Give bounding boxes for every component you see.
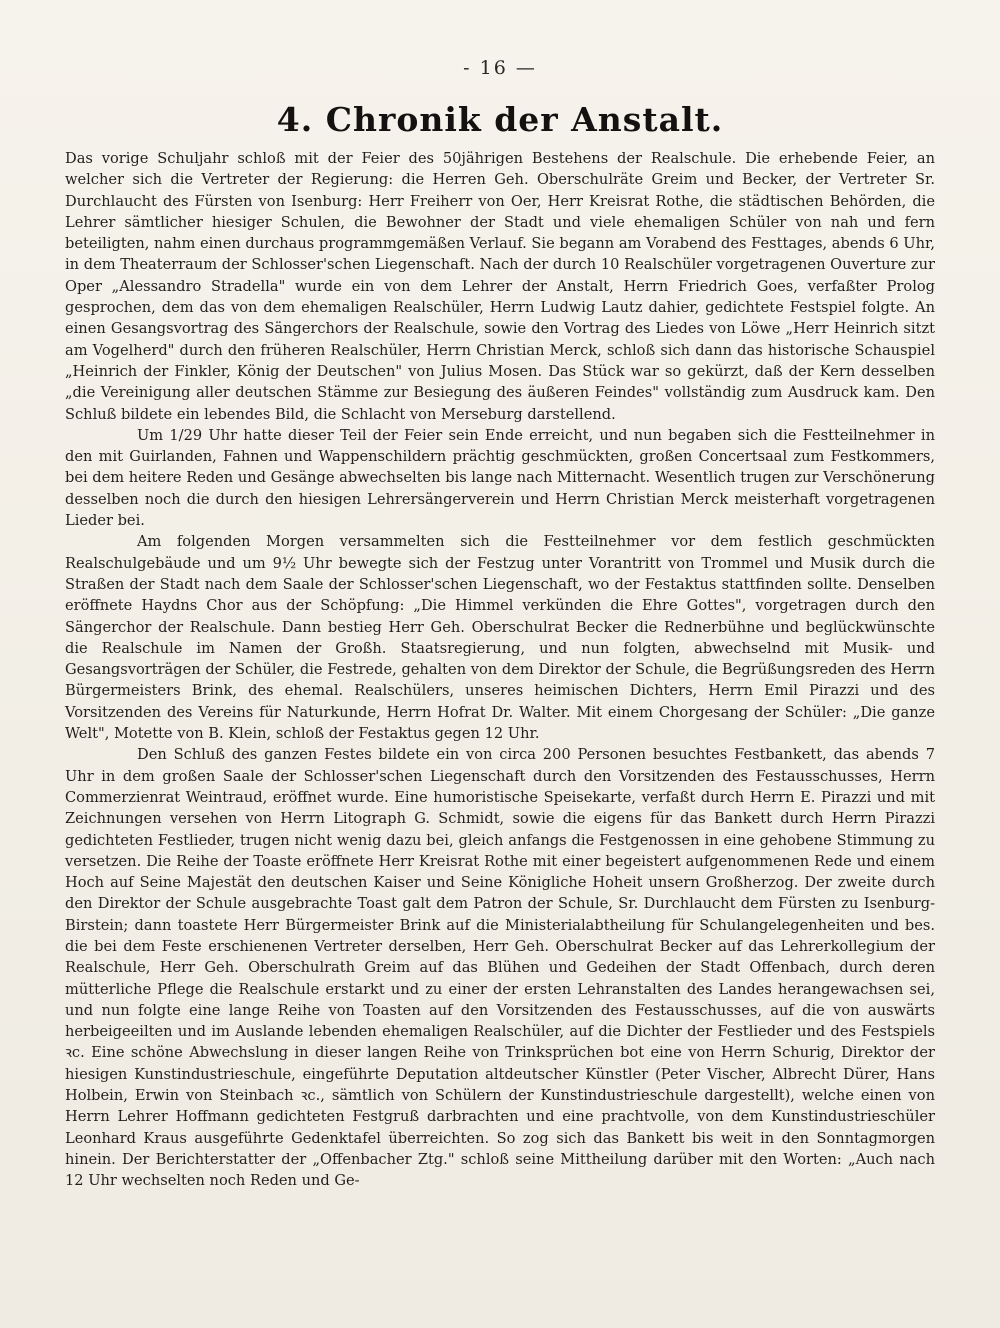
paragraph-festival-opening: Das vorige Schuljahr schloß mit der Feier des 50jährigen Bestehens der Realschule. Die erhebende Feier, an welcher sich die Vertreter der Regierung: die Herren Geh. Oberschulräte Greim und Becker, der Vertreter Sr. Durchlaucht des Fürsten von Isenburg: Herr Freiherr von Oer, Herr Kreisrat Rothe, die städtischen Behörden, die Lehrer sämtlicher hiesiger Schulen, die Bewohner der Stadt und viele ehemaligen Schüler von nah und fern beteiligten, nahm einen durchaus programmgemäßen Verlauf. Sie begann am Vorabend des Festtages, abends 6 Uhr, in dem Theaterraum der Schlosser'schen Liegenschaft. Nach der durch 10 Realschüler vorgetragenen Ouverture zur Oper „Alessandro Stradella" wurde ein von dem Lehrer der Anstalt, Herrn Friedrich Goes, verfaßter Prolog gesprochen, dem das von dem ehemaligen Realschüler, Herrn Ludwig Lautz dahier, gedichtete Festspiel folgte. An einen Gesangsvortrag des Sängerchors der Realschule, sowie den Vortrag des Liedes von Löwe „Herr Heinrich sitzt am Vogelherd" durch den früheren Realschüler, Herrn Christian Merck, schloß sich dann das historische Schauspiel „Heinrich der Finkler, König der Deutschen" von Julius Mosen. Das Stück war so gekürzt, daß der Kern desselben „die Vereinigung aller deutschen Stämme zur Besiegung des äußeren Feindes" vollständig zum Ausdruck kam. Den Schluß bildete ein lebendes Bild, die Schlacht von Merseburg darstellend. — [65, 150, 935, 423]
paragraph-festkommers: Um 1/29 Uhr hatte dieser Teil der Feier sein Ende erreicht, und nun begaben sich die Festteilnehmer in den mit Guirlanden, Fahnen und Wappenschildern prächtig geschmückten, großen Concertsaal zum Festkommers, bei dem heitere Reden und Gesänge abwechselten bis lange nach Mitternacht. Wesentlich trugen zur Verschönerung desselben noch die durch den hiesigen Lehrersängerverein und Herrn Christian Merck meisterhaft vorgetragenen Lieder bei. — [65, 426, 935, 530]
paragraph-festbankett: Den Schluß des ganzen Festes bildete ein von circa 200 Personen besuchtes Festbankett, das abends 7 Uhr in dem großen Saale der Schlosser'schen Liegenschaft durch den Vorsitzenden des Festausschusses, Herrn Commerzienrat Weintraud, eröffnet wurde. Eine humoristische Speisekarte, verfaßt durch Herrn E. Pirazzi und mit Zeichnungen versehen von Herrn Litograph G. Schmidt, sowie die eigens für das Bankett durch Herrn Pirazzi gedichteten Festlieder, trugen nicht wenig dazu bei, gleich anfangs die Festgenossen in eine gehobene Stimmung zu versetzen. Die Reihe der Toaste eröffnete Herr Kreisrat Rothe mit einer begeistert aufgenommenen Rede und einem Hoch auf Seine Majestät den deutschen Kaiser und Seine Königliche Hoheit unsern Großherzog. Der zweite durch den Direktor der Schule ausgebrachte Toast galt dem Patron der Schule, Sr. Durchlaucht dem Fürsten zu Isenburg-Birstein; dann toastete Herr Bürgermeister Brink auf die Ministerialabtheilung für Schulangelegenheiten und bes. die bei dem Feste erschienenen Vertreter derselben, Herr Geh. Oberschulrat Becker auf das Lehrerkollegium der Realschule, Herr Geh. Oberschulrath Greim auf das Blühen und Gedeihen der Stadt Offenbach, durch deren mütterliche Pflege die Realschule erstarkt und zu einer der ersten Lehranstalten des Landes herangewachsen sei, und nun folgte eine lange Reihe von Toasten auf den Vorsitzenden des Festausschusses, auf die von auswärts herbeigeeilten und im Auslande lebenden ehemaligen Realschüler, auf die Dichter der Festlieder und des Festspiels ꝛc. Eine schöne Abwechslung in dieser langen Reihe von Trinksprüchen bot eine von Herrn Schurig, Direktor der hiesigen Kunstindustrieschule, eingeführte Deputation altdeutscher Künstler (Peter Vischer, Albrecht Dürer, Hans Holbein, Erwin von Steinbach ꝛc., sämtlich von Schülern der Kunstindustrieschule dargestellt), welche einen von Herrn Lehrer Hoffmann gedichteten Festgruß darbrachten und eine prachtvolle, von dem Kunstindustrieschüler Leonhard Kraus ausgeführte Gedenktafel überreichten. So zog sich das Bankett bis weit in den Sonntagmorgen hinein. Der Berichterstatter der „Offenbacher Ztg." schloß seine Mittheilung darüber mit den Worten: „Auch nach 12 Uhr wechselten noch Reden und Ge- — [65, 746, 935, 1190]
paragraph-festaktus: Am folgenden Morgen versammelten sich die Festteilnehmer vor dem festlich geschmückten Realschulgebäude und um 9½ Uhr bewegte sich der Festzug unter Vorantritt von Trommel und Musik durch die Straßen der Stadt nach dem Saale der Schlosser'schen Liegenschaft, wo der Festaktus stattfinden sollte. Denselben eröffnete Haydns Chor aus der Schöpfung: „Die Himmel verkünden die Ehre Gottes", vorgetragen durch den Sängerchor der Realschule. Dann bestieg Herr Geh. Oberschulrat Becker die Rednerbühne und beglückwünschte die Realschule im Namen der Großh. Staatsregierung, und nun folgten, abwechselnd mit Musik- und Gesangsvorträgen der Schüler, die Festrede, gehalten von dem Direktor der Schule, die Begrüßungsreden des Herrn Bürgermeisters Brink, des ehemal. Realschülers, unseres heimischen Dichters, Herrn Emil Pirazzi und des Vorsitzenden des Vereins für Naturkunde, Herrn Hofrat Dr. Walter. Mit einem Chorgesang der Schüler: „Die ganze Welt", Motette von B. Klein, schloß der Festaktus gegen 12 Uhr. — [65, 533, 935, 743]
body-text — [65, 148, 935, 1192]
page-number: - 16 — — [463, 57, 537, 79]
section-heading: 4. Chronik der Anstalt. — [276, 100, 724, 139]
